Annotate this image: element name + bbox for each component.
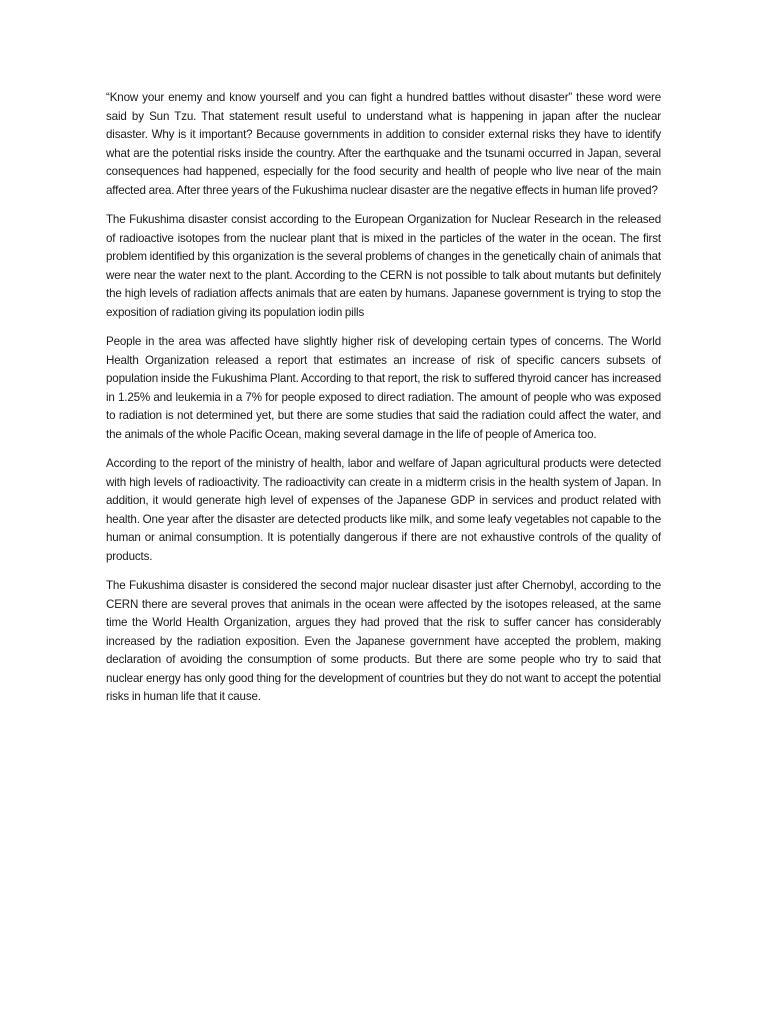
paragraph-2: The Fukushima disaster consist according to the European Organization for Nuclear Research in the released of radioactive isotopes from the nuclear plant that is mixed in the particles of the water in the ocean. The first problem identified by this organization is the several problems of changes in the genetically chain of animals that were near the water next to the plant. According to the CERN is not possible to talk about mutants but definitely the high levels of radiation affects animals that are eaten by humans. Japanese government is trying to stop the exposition of radiation giving its population iodin pills bbox=[106, 213, 661, 319]
document-body bbox=[106, 89, 661, 718]
paragraph-5: The Fukushima disaster is considered the second major nuclear disaster just after Chernobyl, according to the CERN there are several proves that animals in the ocean were affected by the isotopes released, at the same time the World Health Organization, argues they had proved that the risk to suffer cancer has considerably increased by the radiation exposition. Even the Japanese government have accepted the problem, making declaration of avoiding the consumption of some products. But there are some people who try to said that nuclear energy has only good thing for the development of countries but they do not want to accept the potential risks in human life that it cause. bbox=[106, 579, 661, 703]
paragraph-1: “Know your enemy and know yourself and you can fight a hundred battles without disaster” these word were said by Sun Tzu. That statement result useful to understand what is happening in japan after the nuclear disaster. Why is it important? Because governments in addition to consider external risks they have to identify what are the potential risks inside the country. After the earthquake and the tsunami occurred in Japan, several consequences had happened, especially for the food security and health of people who live near of the main affected area. After three years of the Fukushima nuclear disaster are the negative effects in human life proved? bbox=[106, 91, 661, 197]
paragraph-4: According to the report of the ministry of health, labor and welfare of Japan agricultural products were detected with high levels of radioactivity. The radioactivity can create in a midterm crisis in the health system of Japan. In addition, it would generate high level of expenses of the Japanese GDP in services and product related with health. One year after the disaster are detected products like milk, and some leafy vegetables not capable to the human or animal consumption. It is potentially dangerous if there are not exhaustive controls of the quality of products. bbox=[106, 457, 661, 563]
paragraph-3: People in the area was affected have slightly higher risk of developing certain types of concerns. The World Health Organization released a report that estimates an increase of risk of specific cancers subsets of population inside the Fukushima Plant. According to that report, the risk to suffered thyroid cancer has increased in 1.25% and leukemia in a 7% for people exposed to direct radiation. The amount of people who was exposed to radiation is not determined yet, but there are some studies that said the radiation could affect the water, and the animals of the whole Pacific Ocean, making several damage in the life of people of America too. bbox=[106, 335, 661, 441]
